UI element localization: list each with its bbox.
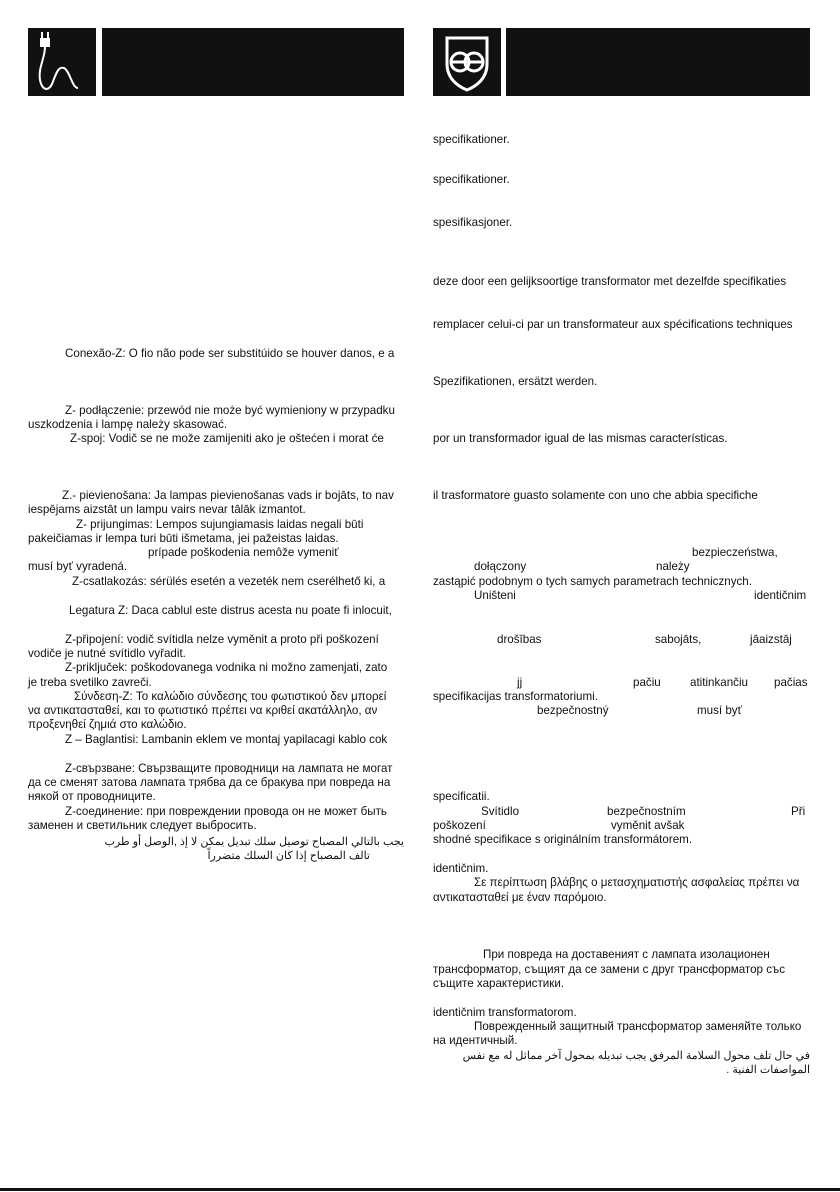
text-line: poškození [433,819,486,832]
text-line: drošības [497,633,542,646]
text-line: προξενηθεί ζημιά στο καλώδιο. [28,718,187,731]
text-line: Z-csatlakozás: sérülés esetén a vezeték nem cserélhető ki, a [72,575,386,588]
power-cord-icon [28,28,96,96]
text-line: Spezifikationen, ersätzt werden. [433,375,598,388]
text-line: shodné specifikace s originálním transformátorem. [433,833,693,846]
text-line: deze door een gelijksoortige transformator met dezelfde specifikaties [433,275,787,288]
text-line: في حال تلف محول السلامة المرفق يجب تبديله بمحول آخر مماثل له مع نفس [462,1050,810,1062]
text-line: на идентичный. [433,1034,518,1047]
text-line: pakeičiamas ir lempa turi būti išmetama, jei pažeistas laidas. [28,532,339,545]
text-line: Z-spoj: Vodič se ne može zamijeniti ako je oštećen i morat će [70,432,384,445]
text-line: يجب بالتالي المصباح توصيل سلك تبديل يمكن لا إذ ,الوصل أو طرب [104,836,404,848]
text-line: atitinkančiu [690,676,749,689]
text-line: Legatura Z: Daca cablul este distrus acesta nu poate fi inlocuit, [69,604,392,617]
text-line: Conexão-Z: O fio não pode ser substitúido se houver danos, e a [65,347,395,360]
text-line: Svítidlo [481,805,520,818]
text-line: sabojāts, [655,633,702,646]
text-line: bezpieczeństwa, [692,546,778,559]
text-line: При повреда на доставеният с лампата изолационен [483,948,770,961]
text-line: Z.- pievienošana: Ja lampas pievienošanas vads ir bojāts, to nav [62,489,394,502]
text-line: identičnim [754,589,807,602]
text-line: musí byť [697,704,742,717]
text-line: να αντικατασταθεί, και το φωτιστικό πρέπει να κριθεί ακατάλληλο, αν [28,704,378,717]
text-line: specifikationer. [433,173,510,186]
text-line: да се сменят затова лампата трябва да се бракува при повреда на [28,776,391,789]
text-line: Z – Baglantisi: Lambanin eklem ve montaj yapilacagi kablo cok [65,733,388,746]
text-line: jāaizstāj [750,633,792,646]
left-header-bar [102,28,404,96]
text-line: تالف المصباح إذا كان السلك متضرراً [207,850,370,862]
text-line: specificatii. [433,790,490,803]
text-line: Z-соединение: при повреждении провода он не может быть [65,805,387,818]
text-line: uszkodzenia i lampę należy skasować. [28,418,228,431]
text-line: iespējams aizstāt un lampu vairs nevar tālāk izmantot. [28,503,306,516]
text-line: jj [517,676,523,689]
text-line: vyměnit avšak [611,819,685,832]
text-line: bezpečnostním [607,805,686,818]
text-line: Σε περίπτωση βλάβης ο μετασχηματιστής ασφαλείας πρέπει να [474,876,800,889]
text-line: specifikationer. [433,133,510,146]
text-line: Z-свързване: Свързващите проводници на лампата не могат [65,762,393,775]
text-line: Σύνδεση-Z: Το καλώδιο σύνδεσης του φωτιστικού δεν μπορεί [74,690,387,703]
text-line: identičnim. [433,862,489,875]
text-line: je treba svetilko zavreči. [28,676,152,689]
text-line: Z-připojení: vodič svítidla nelze vyměnit a proto při poškození [65,633,379,646]
text-line: Z- prijungimas: Lempos sujungiamasis laidas negali būti [76,518,364,531]
text-line: prípade poškodenia nemôže vymeniť [148,546,339,559]
text-line: dołączony [474,560,527,573]
text-line: pačias [774,676,808,689]
text-line: specifikacijas transformatoriumi. [433,690,598,703]
text-line: Z- podłączenie: przewód nie może być wymieniony w przypadku [65,404,395,417]
text-line: Z-priključek: poškodovanega vodnika ni možno zamenjati, zato [65,661,388,674]
text-line: pačiu [633,676,661,689]
text-line: identičnim transformatorom. [433,1006,577,1019]
text-line: някой от проводниците. [28,790,156,803]
text-line: remplacer celui-ci par un transformateur aux spécifications techniques [433,318,793,331]
text-line: αντικατασταθεί με έναν παρόμοιο. [433,891,607,904]
text-line: należy [656,560,690,573]
text-line: musí byť vyradená. [28,560,128,573]
text-line: zastąpić podobnym o tych samych parametrach technicznych. [433,575,752,588]
right-header-bar [506,28,810,96]
text-line: същите характеристики. [433,977,565,990]
text-line: por un transformador igual de las mismas características. [433,432,728,445]
text-line: Uništeni [474,589,516,602]
text-line: il trasformatore guasto solamente con uno che abbia specifiche [433,489,758,502]
text-line: bezpečnostný [537,704,609,717]
text-line: Поврежденный защитный трансформатор заменяйте только [474,1020,802,1033]
text-line: spesifikasjoner. [433,216,513,229]
bottom-rule [0,1188,840,1191]
safety-transformer-icon [433,28,501,96]
text-line: Při [791,805,806,818]
text-line: трансформатор, същият да се замени с друг трансформатор със [433,963,786,976]
text-line: заменен и светильник следует выбросить. [28,819,257,832]
text-line: vodiče je nutné svítidlo vyřadit. [28,647,186,660]
text-line: المواصفات الفنية . [726,1064,810,1076]
